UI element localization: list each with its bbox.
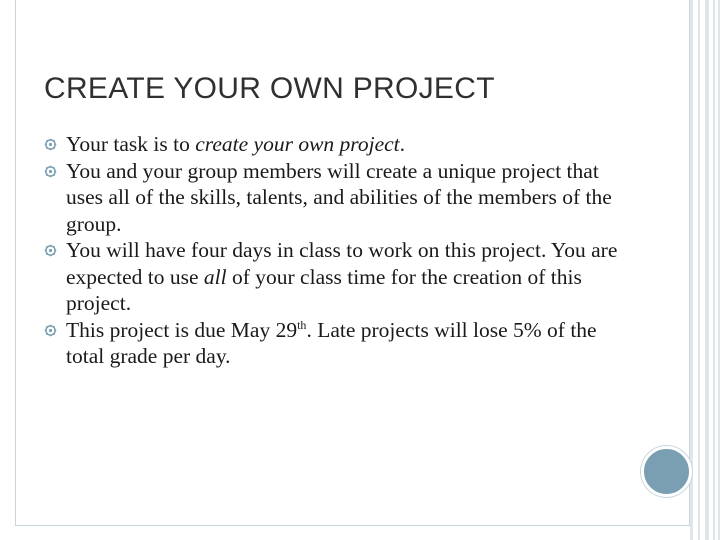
gear-icon: [44, 244, 57, 257]
bullet-text: This project is due May 29th. Late projects will lose 5% of the total grade per day.: [66, 317, 597, 368]
gear-icon: [44, 165, 57, 178]
slide-title: CREATE YOUR OWN PROJECT: [44, 72, 495, 105]
bullet-text: You and your group members will create a unique project that uses all of the skills, talents, and abilities of the members of the group.: [66, 158, 612, 236]
gear-icon: [44, 138, 57, 151]
bullet-item: [44, 317, 624, 370]
bullet-list: [44, 131, 624, 370]
bullet-item: [44, 237, 624, 317]
bullet-item: [44, 131, 624, 158]
bullet-text: Your task is to create your own project.: [66, 132, 406, 156]
gear-icon: [44, 324, 57, 337]
decorative-rail: [705, 0, 709, 540]
decorative-circle: [641, 446, 692, 497]
bullet-item: [44, 158, 624, 238]
decorative-rail: [698, 0, 700, 540]
bullet-text: You will have four days in class to work on this project. You are expected to use all of your class time for the creation of this project.: [66, 238, 618, 315]
decorative-rail: [690, 0, 693, 540]
decorative-rail: [713, 0, 715, 540]
